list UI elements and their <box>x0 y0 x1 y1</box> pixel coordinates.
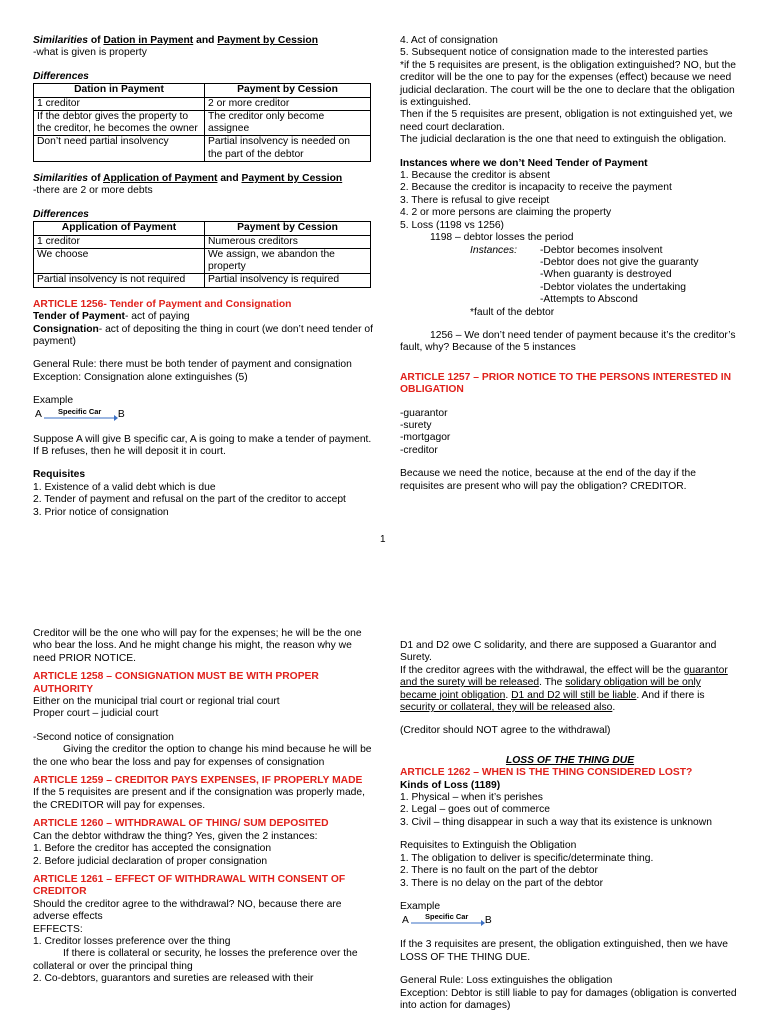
page1-right-column <box>400 35 740 493</box>
giving-text: Giving the creditor the option to change his mind because he will be the one who bear the loss and pay for expenses of consignation <box>33 744 372 768</box>
general-rule: General Rule: Loss extinguishes the obligation <box>400 975 613 987</box>
consignation-definition: Consignation- act of depositing the thing in court (we don’t need tender of payment) <box>33 323 373 347</box>
list-item: -Debtor does not give the guaranty <box>540 256 699 268</box>
similarities-2: Similarities of Application of Payment and Payment by Cession <box>33 173 343 184</box>
list-item: 4. 2 or more persons are claiming the property <box>400 207 612 219</box>
list-item: 2. Tender of payment and refusal on the part of the creditor to accept <box>33 494 346 506</box>
similarities-2-note: -there are 2 or more debts <box>33 185 153 197</box>
table-cell: Partial insolvency is required <box>205 274 371 287</box>
table-header-row <box>34 222 371 235</box>
article-1260-heading: ARTICLE 1260 – WITHDRAWAL OF THING/ SUM DEPOSITED <box>33 818 329 830</box>
table-cell: 1 creditor <box>34 97 205 110</box>
party-a: A <box>402 914 409 926</box>
second-notice: -Second notice of consignation <box>33 731 174 743</box>
question-text: *if the 5 requisites are present, is the obligation extinguished? NO, but the creditor will be the one to pay for the expenses (effect) because we need judicial declaration. The court will be the one to declare that the obligation is extinguished. <box>400 59 736 109</box>
intro-text: Creditor will be the one who will pay for the expenses; he will be the one who bear the loss. And he might change his might, the reason why we need PRIOR NOTICE. <box>33 628 362 664</box>
arrow-label: Specific Car <box>424 913 469 922</box>
differences-2-title: Differences <box>33 208 89 220</box>
article-1256-heading: ARTICLE 1256- Tender of Payment and Consignation <box>33 298 292 310</box>
instances-label: Instances: <box>470 244 517 256</box>
page2-left-column <box>33 628 373 986</box>
page-2 <box>0 578 768 1024</box>
list-item: 2. Co-debtors, guarantors and sureties are released with their <box>33 973 314 985</box>
list-item: 1. Existence of a valid debt which is due <box>33 481 216 493</box>
table-row <box>34 110 371 136</box>
list-item: 2. Before judicial declaration of proper consignation <box>33 855 268 867</box>
right-arrow-icon <box>409 913 485 928</box>
table-cell: The creditor only become assignee <box>205 110 371 136</box>
article-1257-heading: ARTICLE 1257 – PRIOR NOTICE TO THE PERSONS INTERESTED IN OBLIGATION <box>400 371 732 396</box>
list-item: -Debtor violates the undertaking <box>540 281 686 293</box>
arrow-label: Specific Car <box>57 407 102 416</box>
table-cell: Partial insolvency is needed on the part of the debtor <box>205 136 371 162</box>
list-item: 1. Creditor losses preference over the thing <box>33 935 231 947</box>
dation-vs-cession-table <box>33 83 371 162</box>
table-row <box>34 235 371 248</box>
list-item: 5. Loss (1198 vs 1256) <box>400 219 504 231</box>
instances-heading: Instances where we don’t Need Tender of Payment <box>400 157 648 169</box>
table-cell: Partial insolvency is not required <box>34 274 205 287</box>
article-1258-heading: ARTICLE 1258 – CONSIGNATION MUST BE WITH PROPER AUTHORITY <box>33 671 319 695</box>
article-1259-heading: ARTICLE 1259 – CREDITOR PAYS EXPENSES, IF PROPERLY MADE <box>33 775 363 787</box>
list-item: -Debtor becomes insolvent <box>540 244 663 256</box>
because-text: Because we need the notice, because at the end of the day if the requisites are present who will pay the obligation? CREDITOR. <box>400 468 696 492</box>
question-text: The judicial declaration is the one that need to extinguish the obligation. <box>400 134 727 146</box>
should-not-text: (Creditor should NOT agree to the withdrawal) <box>400 725 611 737</box>
loss-1198-note: 1198 – debtor losses the period <box>430 232 574 244</box>
list-item: -When guaranty is destroyed <box>540 269 672 281</box>
exception: Exception: Debtor is still liable to pay for damages (obligation is converted into action for damages) <box>400 987 737 1011</box>
list-item: 3. There is no delay on the part of the debtor <box>400 877 604 889</box>
right-arrow-icon <box>42 408 118 423</box>
list-item: 1. Before the creditor has accepted the consignation <box>33 843 272 855</box>
question-text: Then if the 5 requisites are present, obligation is not extinguished yet, we need court declaration. <box>400 109 733 133</box>
similarities-1: Similarities of Dation in Payment and Payment by Cession <box>33 35 318 46</box>
article-1261-heading: ARTICLE 1261 – EFFECT OF WITHDRAWAL WITH CONSENT OF CREDITOR <box>33 873 346 898</box>
note-1256: 1256 – We don’t need tender of payment because it’s the creditor’s fault, why? Because of the 5 instances <box>400 329 736 354</box>
list-item: 2. Because the creditor is incapacity to receive the payment <box>400 182 672 194</box>
suppose-text: Suppose A will give B specific car, A is going to make a tender of payment. If B refuses, then he will deposit it in court. <box>33 433 372 457</box>
list-item: -mortgagor <box>400 432 451 444</box>
table-header-row <box>34 84 371 97</box>
article-1261-question: Should the creditor agree to the withdrawal? NO, because there are adverse effects <box>33 898 342 923</box>
similarities-1-note: -what is given is property <box>33 47 147 59</box>
court-text: Either on the municipal trial court or regional trial court <box>33 696 280 708</box>
requisites-heading: Requisites to Extinguish the Obligation <box>400 840 577 852</box>
table-cell: We assign, we abandon the property <box>205 248 371 274</box>
example-diagram <box>402 913 740 928</box>
table-header: Dation in Payment <box>34 84 205 97</box>
list-item: 3. Prior notice of consignation <box>33 506 169 518</box>
list-item: 4. Act of consignation <box>400 35 498 46</box>
list-item: -Attempts to Abscond <box>540 294 638 306</box>
example-diagram <box>35 408 373 423</box>
example-label: Example <box>33 395 74 407</box>
article-1262-heading: ARTICLE 1262 – WHEN IS THE THING CONSIDERED LOST? <box>400 767 693 779</box>
kinds-heading: Kinds of Loss (1189) <box>400 779 501 791</box>
table-cell: Numerous creditors <box>205 235 371 248</box>
table-cell: If the debtor gives the property to the creditor, he becomes the owner <box>34 110 205 136</box>
table-row <box>34 136 371 162</box>
list-item: 1. Physical – when it’s perishes <box>400 792 543 804</box>
table-cell: 1 creditor <box>34 235 205 248</box>
article-1259-text: If the 5 requisites are present and if the consignation was properly made, the CREDITOR will pay for expenses. <box>33 787 365 811</box>
table-cell: We choose <box>34 248 205 274</box>
table-row <box>34 97 371 110</box>
if3-text: If the 3 requisites are present, the obligation extinguished, then we have LOSS OF THE THING DUE. <box>400 939 728 963</box>
exception: Exception: Consignation alone extinguishes (5) <box>33 371 248 383</box>
court-text: Proper court – judicial court <box>33 708 159 720</box>
effect-detail: If there is collateral or security, he losses the preference over the collateral or over the principal thing <box>33 948 358 972</box>
list-item: 3. There is refusal to give receipt <box>400 194 550 206</box>
list-item: 2. There is no fault on the part of the debtor <box>400 865 598 877</box>
table-header: Payment by Cession <box>205 222 371 235</box>
party-b: B <box>484 914 492 926</box>
differences-1-title: Differences <box>33 70 89 82</box>
page1-left-column <box>33 35 373 519</box>
list-item: -guarantor <box>400 407 448 419</box>
fault-note: *fault of the debtor <box>470 306 555 318</box>
table-row <box>34 274 371 287</box>
example-label: Example <box>400 900 441 912</box>
general-rule: General Rule: there must be both tender of payment and consignation <box>33 359 352 371</box>
party-a: A <box>35 408 42 420</box>
list-item: -creditor <box>400 444 438 456</box>
article-1260-question: Can the debtor withdraw the thing? Yes, given the 2 instances: <box>33 830 318 842</box>
tender-definition: Tender of Payment- act of paying <box>33 311 190 323</box>
list-item: 2. Legal – goes out of commerce <box>400 804 550 816</box>
page-separator <box>0 552 768 578</box>
table-header: Payment by Cession <box>205 84 371 97</box>
d1d2-text: D1 and D2 owe C solidarity, and there are supposed a Guarantor and Surety. <box>400 640 717 664</box>
page2-right-column <box>400 640 740 1012</box>
effects-label: EFFECTS: <box>33 923 83 935</box>
list-item: 1. Because the creditor is absent <box>400 170 550 182</box>
party-b: B <box>117 408 125 420</box>
requisites-heading: Requisites <box>33 469 86 481</box>
list-item: -surety <box>400 419 432 431</box>
list-item: 3. Civil – thing disappear in such a way that its existence is unknown <box>400 816 712 828</box>
agree-text: If the creditor agrees with the withdrawal, the effect will be the guarantor and the surety will be released. The solidary obligation will be only became joint obligation. D1 and D2 will still be liable. And if there is security or collateral, they will be released also. <box>400 664 728 714</box>
page-number: 1 <box>380 534 386 545</box>
sub-instances-row <box>400 245 740 257</box>
table-cell: Don’t need partial insolvency <box>34 136 205 162</box>
application-vs-cession-table <box>33 221 371 287</box>
list-item: 5. Subsequent notice of consignation made to the interested parties <box>400 47 708 59</box>
loss-heading: LOSS OF THE THING DUE <box>505 754 635 766</box>
table-cell: 2 or more creditor <box>205 97 371 110</box>
list-item: 1. The obligation to deliver is specific/determinate thing. <box>400 852 654 864</box>
table-header: Application of Payment <box>34 222 205 235</box>
table-row <box>34 248 371 274</box>
